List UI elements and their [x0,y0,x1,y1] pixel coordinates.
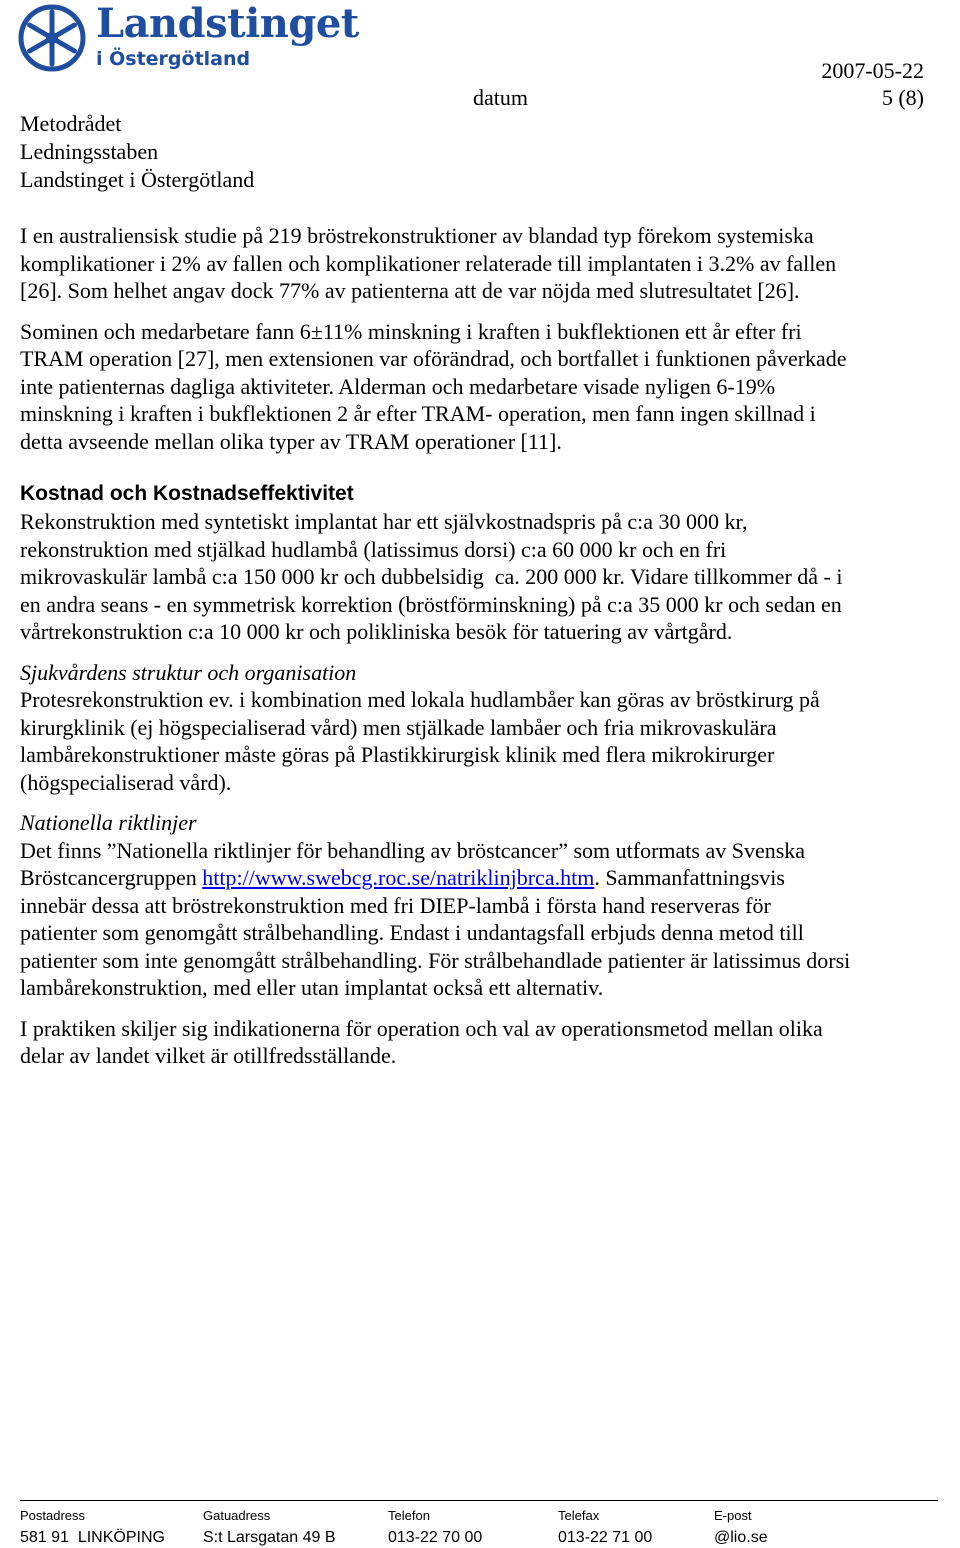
text-line: detta avseende mellan olika typer av TRAM operationer [11]. [20,428,562,454]
landstinget-logo [18,0,359,78]
footer-value: 013-22 70 00 [388,1529,483,1546]
text-line: Protesrekonstruktion ev. i kombination med lokala hudlambåer kan göras av bröstkirurg på [20,687,820,712]
text-line: en andra seans - en symmetrisk korrektion (bröstförminskning) på c:a 35 000 kr och sedan en [20,591,842,617]
footer-label: Postadress [20,1508,86,1523]
footer-label: Telefax [558,1508,600,1523]
org-line: Landstinget i Östergötland [20,167,255,192]
text-line: lambårekonstruktion, med eller utan implantat också ett alternativ. [20,975,604,1000]
snowflake-emblem-icon [18,4,86,72]
text-line: . Sammanfattningsvis [594,865,785,890]
text-line: mikrovaskulär lambå c:a 150 000 kr och dubbelsidig ca. 200 000 kr. Vidare tillkommer då - i [20,564,843,589]
footer-value: 581 91 LINKÖPING [20,1529,165,1546]
text-line: delar av landet vilket är otillfredsställande. [20,1043,397,1068]
section-heading-structure: Sjukvårdens struktur och organisation [20,659,357,685]
text-line: inte patienternas dagliga aktiviteter. Alderman och medarbetare visade nyligen 6-19% [20,373,776,399]
logo-subtitle: i Östergötland [96,48,251,70]
text-line: [26]. Som helhet angav dock 77% av patienterna att de var nöjda med slutresultatet [26]. [20,278,800,303]
organization-block [20,110,254,194]
footer-phone [388,1508,482,1548]
text-line: Bröstcancergruppen [20,865,203,890]
document-date: 2007-05-22 [821,58,924,83]
footer-label: E-post [714,1508,752,1523]
paragraph [20,1015,928,1070]
document-body [20,222,928,1070]
text-line: (högspecialiserad vård). [20,769,232,795]
section-heading-cost: Kostnad och Kostnadseffektivitet [20,482,354,505]
datum-label: datum [473,85,528,110]
text-line: minskning i kraften i bukflektionen 2 år efter TRAM- operation, men fann ingen skillnad i [20,401,816,426]
text-line: Det finns ”Nationella riktlinjer för behandling av bröstcancer” som utformats av Svenska [20,837,806,863]
footer-label: Telefon [388,1508,430,1523]
footer-value[interactable]: @lio.se [714,1529,768,1546]
text-line: patienter som inte genomgått strålbehandling. För strålbehandlade patienter är latissimus dorsi [20,947,851,973]
footer-label: Gatuadress [203,1508,271,1523]
text-line: Sominen och medarbetare fann 6±11% minskning i kraften i bukflektionen ett år efter fri [20,318,802,344]
paragraph [20,222,928,305]
org-line: Metodrådet [20,111,122,136]
text-line: Rekonstruktion med syntetiskt implantat har ett självkostnadspris på c:a 30 000 kr, [20,509,748,534]
footer-divider [20,1500,938,1501]
text-line: I praktiken skiljer sig indikationerna för operation och val av operationsmetod mellan olika [20,1015,823,1041]
text-line: patienter som genomgått strålbehandling. Endast i undantagsfall erbjuds denna metod till [20,920,804,945]
text-line: kirurgklinik (ej högspecialiserad vård) men stjälkade lambåer och fria mikrovaskulära [20,714,777,740]
footer-value: 013-22 71 00 [558,1529,653,1546]
section-heading-guidelines: Nationella riktlinjer [20,810,197,835]
footer-postal [20,1508,165,1548]
text-line: innebär dessa att bröstrekonstruktion med fri DIEP-lambå i första hand reserveras för [20,892,771,918]
text-line: komplikationer i 2% av fallen och komplikationer relaterade till implantaten i 3.2% av fallen [20,250,837,276]
paragraph [20,837,928,1002]
text-line: vårtrekonstruktion c:a 10 000 kr och polikliniska besök för tatuering av vårtgård. [20,619,733,644]
logo-wordmark: Landstinget [96,0,359,47]
text-line: TRAM operation [27], men extensionen var oförändrad, och bortfallet i funktionen påverkade [20,346,847,371]
footer-email [714,1508,768,1548]
footer-fax [558,1508,652,1548]
paragraph [20,318,928,456]
footer-value: S:t Larsgatan 49 B [203,1529,336,1546]
footer-street [203,1508,336,1548]
page-number: 5 (8) [881,85,924,110]
org-line: Ledningsstaben [20,139,159,164]
text-line: I en australiensisk studie på 219 bröstrekonstruktioner av blandad typ förekom systemiska [20,223,814,248]
text-line: lambårekonstruktioner måste göras på Plastikkirurgisk klinik med flera mikrokirurger [20,742,775,767]
text-line: rekonstruktion med stjälkad hudlambå (latissimus dorsi) c:a 60 000 kr och en fri [20,536,727,562]
paragraph [20,686,928,796]
paragraph [20,508,928,646]
guidelines-link[interactable]: http://www.swebcg.roc.se/natriklinjbrca.htm [202,865,595,890]
